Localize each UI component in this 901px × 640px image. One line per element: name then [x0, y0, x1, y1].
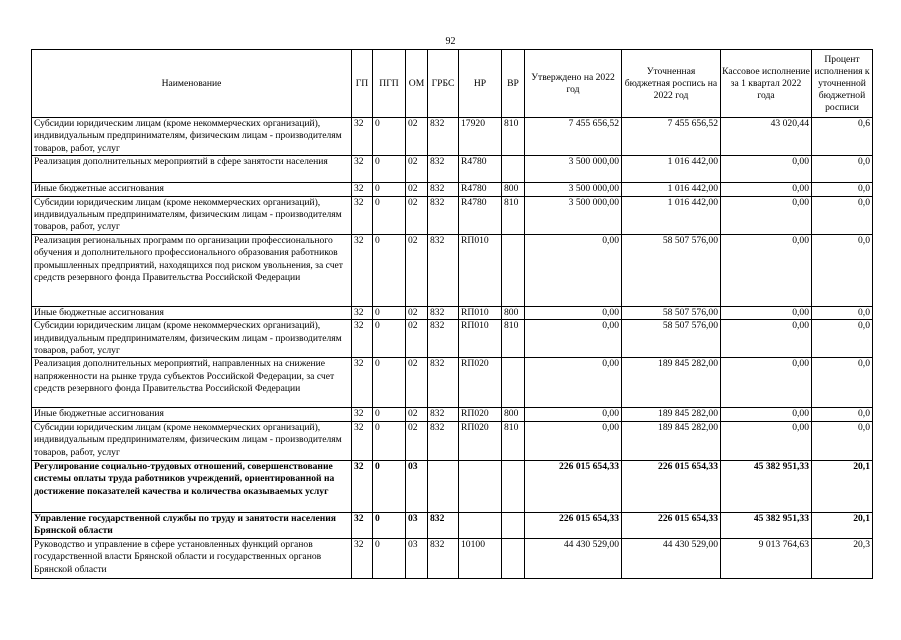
cell-np: RП020	[459, 421, 502, 460]
cell-cash: 45 382 951,33	[721, 512, 812, 538]
cell-cash: 0,00	[721, 183, 812, 196]
cell-ppgp: 0	[373, 358, 406, 408]
table-row	[32, 306, 873, 319]
cell-vr: 800	[502, 306, 525, 319]
cell-refined: 58 507 576,00	[622, 320, 721, 358]
header-refined: Уточненная бюджетная роспись на 2022 год	[622, 50, 721, 118]
cell-vr: 810	[502, 196, 525, 234]
cell-refined: 226 015 654,33	[622, 512, 721, 538]
cell-np: RП010	[459, 320, 502, 358]
cell-percent: 0,0	[812, 156, 873, 183]
cell-cash: 0,00	[721, 320, 812, 358]
cell-np: R4780	[459, 156, 502, 183]
cell-gp: 32	[352, 156, 373, 183]
cell-ppgp: 0	[373, 408, 406, 421]
cell-ppgp: 0	[373, 538, 406, 578]
cell-vr	[502, 460, 525, 512]
cell-approved: 0,00	[525, 408, 622, 421]
cell-np: 10100	[459, 538, 502, 578]
cell-refined: 7 455 656,52	[622, 118, 721, 156]
table-row	[32, 460, 873, 512]
header-percent: Процент исполнения к уточненной бюджетной росписи	[812, 50, 873, 118]
cell-gp: 32	[352, 196, 373, 234]
cell-name: Реализация дополнительных мероприятий в сфере занятости населения	[32, 156, 352, 183]
cell-ppgp: 0	[373, 156, 406, 183]
cell-cash: 0,00	[721, 234, 812, 306]
cell-refined: 1 016 442,00	[622, 196, 721, 234]
cell-refined: 58 507 576,00	[622, 306, 721, 319]
cell-om: 02	[406, 156, 428, 183]
cell-ppgp: 0	[373, 196, 406, 234]
cell-percent: 0,0	[812, 408, 873, 421]
cell-grbs: 832	[428, 408, 459, 421]
header-np: НР	[459, 50, 502, 118]
cell-refined: 1 016 442,00	[622, 183, 721, 196]
table-row	[32, 156, 873, 183]
cell-vr: 810	[502, 320, 525, 358]
cell-approved: 0,00	[525, 306, 622, 319]
cell-np	[459, 460, 502, 512]
cell-vr	[502, 358, 525, 408]
cell-vr: 810	[502, 421, 525, 460]
cell-grbs: 832	[428, 118, 459, 156]
cell-gp: 32	[352, 118, 373, 156]
cell-om: 02	[406, 421, 428, 460]
budget-table	[31, 49, 873, 579]
cell-grbs: 832	[428, 196, 459, 234]
table-row	[32, 183, 873, 196]
cell-percent: 0,0	[812, 234, 873, 306]
table-body	[32, 118, 873, 579]
cell-approved: 226 015 654,33	[525, 460, 622, 512]
cell-name: Реализация региональных программ по организации профессионального обучения и дополнительного профессионального образования работников промышленных предприятий, находящихся под риском увольнения, за счет средств резервного фонда Правительства Российской Федерации	[32, 234, 352, 306]
cell-np	[459, 512, 502, 538]
cell-gp: 32	[352, 320, 373, 358]
cell-grbs: 832	[428, 306, 459, 319]
cell-gp: 32	[352, 460, 373, 512]
cell-grbs	[428, 460, 459, 512]
cell-np: 17920	[459, 118, 502, 156]
cell-ppgp: 0	[373, 421, 406, 460]
cell-approved: 3 500 000,00	[525, 156, 622, 183]
table-row	[32, 512, 873, 538]
page-number: 92	[445, 36, 456, 47]
header-cash: Кассовое исполнение за 1 квартал 2022 года	[721, 50, 812, 118]
cell-approved: 3 500 000,00	[525, 196, 622, 234]
table-row	[32, 421, 873, 460]
table-row	[32, 408, 873, 421]
cell-approved: 0,00	[525, 234, 622, 306]
header-om: ОМ	[406, 50, 428, 118]
cell-refined: 58 507 576,00	[622, 234, 721, 306]
cell-refined: 189 845 282,00	[622, 408, 721, 421]
cell-percent: 20,1	[812, 512, 873, 538]
cell-grbs: 832	[428, 183, 459, 196]
table-row	[32, 118, 873, 156]
header-ppgp: ПГП	[373, 50, 406, 118]
cell-name: Иные бюджетные ассигнования	[32, 306, 352, 319]
header-approved: Утверждено на 2022 год	[525, 50, 622, 118]
cell-percent: 0,0	[812, 421, 873, 460]
cell-gp: 32	[352, 538, 373, 578]
cell-om: 03	[406, 538, 428, 578]
cell-ppgp: 0	[373, 234, 406, 306]
cell-approved: 226 015 654,33	[525, 512, 622, 538]
cell-cash: 43 020,44	[721, 118, 812, 156]
cell-ppgp: 0	[373, 320, 406, 358]
cell-gp: 32	[352, 512, 373, 538]
cell-np: R4780	[459, 183, 502, 196]
cell-ppgp: 0	[373, 512, 406, 538]
cell-ppgp: 0	[373, 118, 406, 156]
table-row	[32, 320, 873, 358]
cell-om: 03	[406, 460, 428, 512]
cell-cash: 9 013 764,63	[721, 538, 812, 578]
cell-om: 02	[406, 306, 428, 319]
cell-cash: 45 382 951,33	[721, 460, 812, 512]
cell-gp: 32	[352, 358, 373, 408]
table-row	[32, 196, 873, 234]
header-name: Наименование	[32, 50, 352, 118]
cell-name: Иные бюджетные ассигнования	[32, 183, 352, 196]
cell-percent: 20,3	[812, 538, 873, 578]
cell-name: Субсидии юридическим лицам (кроме некоммерческих организаций), индивидуальным предпринимателям, физическим лицам - производителям товаров, работ, услуг	[32, 118, 352, 156]
cell-approved: 3 500 000,00	[525, 183, 622, 196]
cell-vr: 810	[502, 118, 525, 156]
cell-grbs: 832	[428, 512, 459, 538]
cell-cash: 0,00	[721, 306, 812, 319]
cell-name: Регулирование социально-трудовых отношений, совершенствование системы оплаты труда работников учреждений, ориентированной на достижение показателей качества и количества оказываемых услуг	[32, 460, 352, 512]
cell-gp: 32	[352, 421, 373, 460]
cell-vr	[502, 512, 525, 538]
cell-grbs: 832	[428, 156, 459, 183]
cell-refined: 189 845 282,00	[622, 421, 721, 460]
cell-gp: 32	[352, 408, 373, 421]
cell-np: R4780	[459, 196, 502, 234]
cell-om: 03	[406, 512, 428, 538]
cell-ppgp: 0	[373, 183, 406, 196]
cell-np: RП010	[459, 234, 502, 306]
cell-om: 02	[406, 408, 428, 421]
cell-percent: 0,0	[812, 196, 873, 234]
cell-approved: 0,00	[525, 421, 622, 460]
cell-name: Субсидии юридическим лицам (кроме некоммерческих организаций), индивидуальным предпринимателям, физическим лицам - производителям товаров, работ, услуг	[32, 421, 352, 460]
table-row	[32, 358, 873, 408]
cell-refined: 1 016 442,00	[622, 156, 721, 183]
cell-cash: 0,00	[721, 358, 812, 408]
cell-name: Субсидии юридическим лицам (кроме некоммерческих организаций), индивидуальным предпринимателям, физическим лицам - производителям товаров, работ, услуг	[32, 320, 352, 358]
cell-grbs: 832	[428, 234, 459, 306]
cell-vr	[502, 234, 525, 306]
cell-approved: 0,00	[525, 320, 622, 358]
table-header-row	[32, 50, 873, 118]
cell-name: Субсидии юридическим лицам (кроме некоммерческих организаций), индивидуальным предпринимателям, физическим лицам - производителям товаров, работ, услуг	[32, 196, 352, 234]
cell-approved: 0,00	[525, 358, 622, 408]
cell-om: 02	[406, 320, 428, 358]
cell-np: RП010	[459, 306, 502, 319]
cell-np: RП020	[459, 408, 502, 421]
cell-grbs: 832	[428, 538, 459, 578]
cell-refined: 189 845 282,00	[622, 358, 721, 408]
cell-percent: 0,0	[812, 358, 873, 408]
cell-name: Управление государственной службы по труду и занятости населения Брянской области	[32, 512, 352, 538]
cell-refined: 226 015 654,33	[622, 460, 721, 512]
cell-om: 02	[406, 183, 428, 196]
cell-om: 02	[406, 118, 428, 156]
cell-ppgp: 0	[373, 306, 406, 319]
cell-name: Иные бюджетные ассигнования	[32, 408, 352, 421]
cell-cash: 0,00	[721, 156, 812, 183]
cell-name: Реализация дополнительных мероприятий, направленных на снижение напряженности на рынке труда субъектов Российской Федерации, за счет средств резервного фонда Правительства Российской Федерации	[32, 358, 352, 408]
cell-gp: 32	[352, 183, 373, 196]
cell-grbs: 832	[428, 358, 459, 408]
cell-gp: 32	[352, 306, 373, 319]
cell-percent: 0,0	[812, 183, 873, 196]
header-vr: ВР	[502, 50, 525, 118]
cell-ppgp: 0	[373, 460, 406, 512]
cell-om: 02	[406, 196, 428, 234]
cell-percent: 0,0	[812, 320, 873, 358]
header-grbs: ГРБС	[428, 50, 459, 118]
cell-cash: 0,00	[721, 408, 812, 421]
cell-vr: 800	[502, 183, 525, 196]
cell-grbs: 832	[428, 421, 459, 460]
cell-gp: 32	[352, 234, 373, 306]
cell-approved: 7 455 656,52	[525, 118, 622, 156]
cell-vr: 800	[502, 408, 525, 421]
cell-np: RП020	[459, 358, 502, 408]
table-row	[32, 538, 873, 578]
cell-om: 02	[406, 358, 428, 408]
cell-percent: 0,6	[812, 118, 873, 156]
cell-cash: 0,00	[721, 196, 812, 234]
cell-cash: 0,00	[721, 421, 812, 460]
cell-om: 02	[406, 234, 428, 306]
cell-name: Руководство и управление в сфере установленных функций органов государственной власти Брянской области и государственных органов Брянской области	[32, 538, 352, 578]
cell-percent: 20,1	[812, 460, 873, 512]
cell-refined: 44 430 529,00	[622, 538, 721, 578]
cell-percent: 0,0	[812, 306, 873, 319]
cell-vr	[502, 156, 525, 183]
header-gp: ГП	[352, 50, 373, 118]
cell-vr	[502, 538, 525, 578]
table-row	[32, 234, 873, 306]
cell-approved: 44 430 529,00	[525, 538, 622, 578]
cell-grbs: 832	[428, 320, 459, 358]
